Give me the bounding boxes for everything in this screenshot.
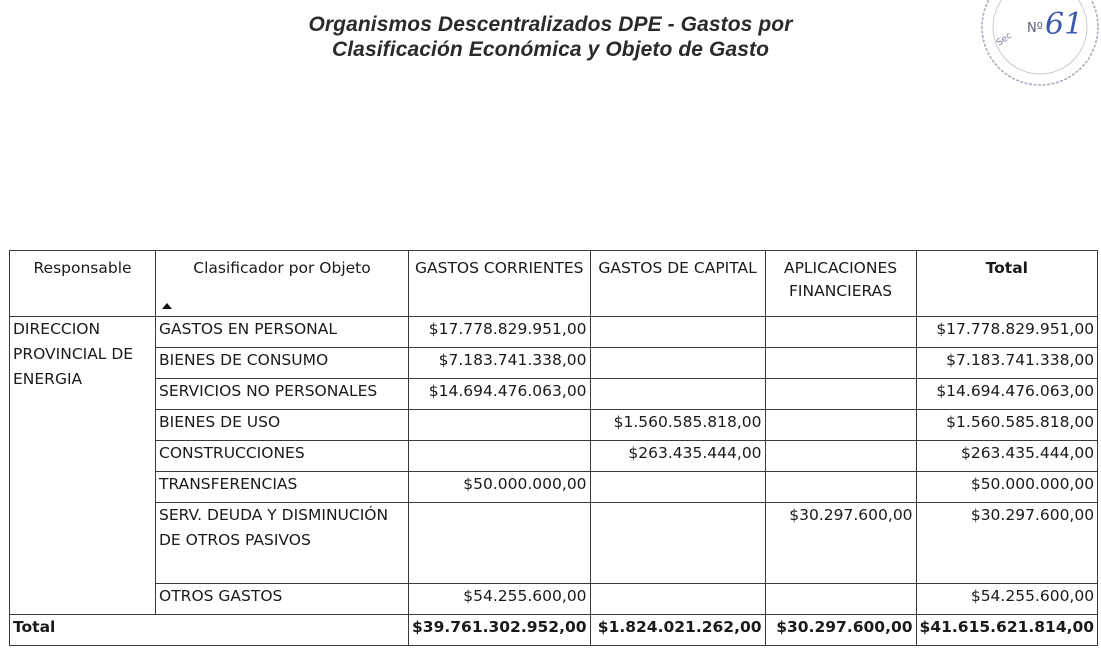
capital-cell bbox=[590, 379, 765, 410]
objeto-cell: SERVICIOS NO PERSONALES bbox=[156, 379, 409, 410]
expenses-table bbox=[9, 250, 1098, 646]
capital-cell bbox=[590, 317, 765, 348]
row-total-cell: $1.560.585.818,00 bbox=[916, 410, 1098, 441]
corrientes-cell: $17.778.829.951,00 bbox=[409, 317, 591, 348]
objeto-cell: BIENES DE USO bbox=[156, 410, 409, 441]
aplicaciones-cell bbox=[765, 379, 916, 410]
table-row bbox=[10, 584, 1098, 615]
header-aplicaciones-financieras[interactable]: APLICACIONES FINANCIERAS bbox=[765, 251, 916, 317]
title-line-1: Organismos Descentralizados DPE - Gastos por bbox=[308, 13, 793, 36]
row-total-cell: $263.435.444,00 bbox=[916, 441, 1098, 472]
totals-corrientes: $39.761.302.952,00 bbox=[409, 615, 591, 646]
row-total-cell: $14.694.476.063,00 bbox=[916, 379, 1098, 410]
objeto-cell: SERV. DEUDA Y DISMINUCIÓN DE OTROS PASIVOS bbox=[156, 503, 409, 584]
corrientes-cell: $54.255.600,00 bbox=[409, 584, 591, 615]
header-responsable[interactable]: Responsable bbox=[10, 251, 156, 317]
header-clasificador-label: Clasificador por Objeto bbox=[193, 259, 371, 277]
objeto-cell: GASTOS EN PERSONAL bbox=[156, 317, 409, 348]
capital-cell bbox=[590, 472, 765, 503]
svg-text:Sec: Sec bbox=[994, 30, 1014, 49]
corrientes-cell: $7.183.741.338,00 bbox=[409, 348, 591, 379]
svg-text:61: 61 bbox=[1045, 7, 1084, 42]
table-row bbox=[10, 441, 1098, 472]
aplicaciones-cell bbox=[765, 317, 916, 348]
totals-row bbox=[10, 615, 1098, 646]
header-clasificador[interactable] bbox=[156, 251, 409, 317]
aplicaciones-cell: $30.297.600,00 bbox=[765, 503, 916, 584]
aplicaciones-cell bbox=[765, 584, 916, 615]
row-total-cell: $7.183.741.338,00 bbox=[916, 348, 1098, 379]
header-row bbox=[10, 251, 1098, 317]
capital-cell bbox=[590, 348, 765, 379]
corrientes-cell bbox=[409, 410, 591, 441]
table-row bbox=[10, 317, 1098, 348]
totals-label: Total bbox=[10, 615, 409, 646]
corrientes-cell bbox=[409, 503, 591, 584]
aplicaciones-cell bbox=[765, 410, 916, 441]
table-row bbox=[10, 348, 1098, 379]
table-row bbox=[10, 410, 1098, 441]
title-line-2: Clasificación Económica y Objeto de Gasto bbox=[331, 38, 770, 61]
aplicaciones-cell bbox=[765, 348, 916, 379]
capital-cell bbox=[590, 584, 765, 615]
row-total-cell: $17.778.829.951,00 bbox=[916, 317, 1098, 348]
row-total-cell: $54.255.600,00 bbox=[916, 584, 1098, 615]
page-title bbox=[0, 12, 1101, 62]
capital-cell: $263.435.444,00 bbox=[590, 441, 765, 472]
aplicaciones-cell bbox=[765, 441, 916, 472]
objeto-cell: OTROS GASTOS bbox=[156, 584, 409, 615]
table-row bbox=[10, 472, 1098, 503]
table-row bbox=[10, 379, 1098, 410]
sort-ascending-icon[interactable] bbox=[162, 303, 172, 309]
aplicaciones-cell bbox=[765, 472, 916, 503]
responsable-cell: DIRECCION PROVINCIAL DE ENERGIA bbox=[10, 317, 156, 615]
totals-grand-total: $41.615.621.814,00 bbox=[916, 615, 1098, 646]
svg-text:Nº: Nº bbox=[1027, 21, 1043, 36]
capital-cell bbox=[590, 503, 765, 584]
corrientes-cell: $14.694.476.063,00 bbox=[409, 379, 591, 410]
header-gastos-corrientes[interactable]: GASTOS CORRIENTES bbox=[409, 251, 591, 317]
row-total-cell: $30.297.600,00 bbox=[916, 503, 1098, 584]
row-total-cell: $50.000.000,00 bbox=[916, 472, 1098, 503]
corrientes-cell: $50.000.000,00 bbox=[409, 472, 591, 503]
objeto-cell: BIENES DE CONSUMO bbox=[156, 348, 409, 379]
capital-cell: $1.560.585.818,00 bbox=[590, 410, 765, 441]
table-row bbox=[10, 503, 1098, 584]
objeto-cell: TRANSFERENCIAS bbox=[156, 472, 409, 503]
header-total[interactable]: Total bbox=[916, 251, 1098, 317]
corrientes-cell bbox=[409, 441, 591, 472]
totals-aplicaciones: $30.297.600,00 bbox=[765, 615, 916, 646]
objeto-cell: CONSTRUCCIONES bbox=[156, 441, 409, 472]
totals-capital: $1.824.021.262,00 bbox=[590, 615, 765, 646]
header-gastos-capital[interactable]: GASTOS DE CAPITAL bbox=[590, 251, 765, 317]
